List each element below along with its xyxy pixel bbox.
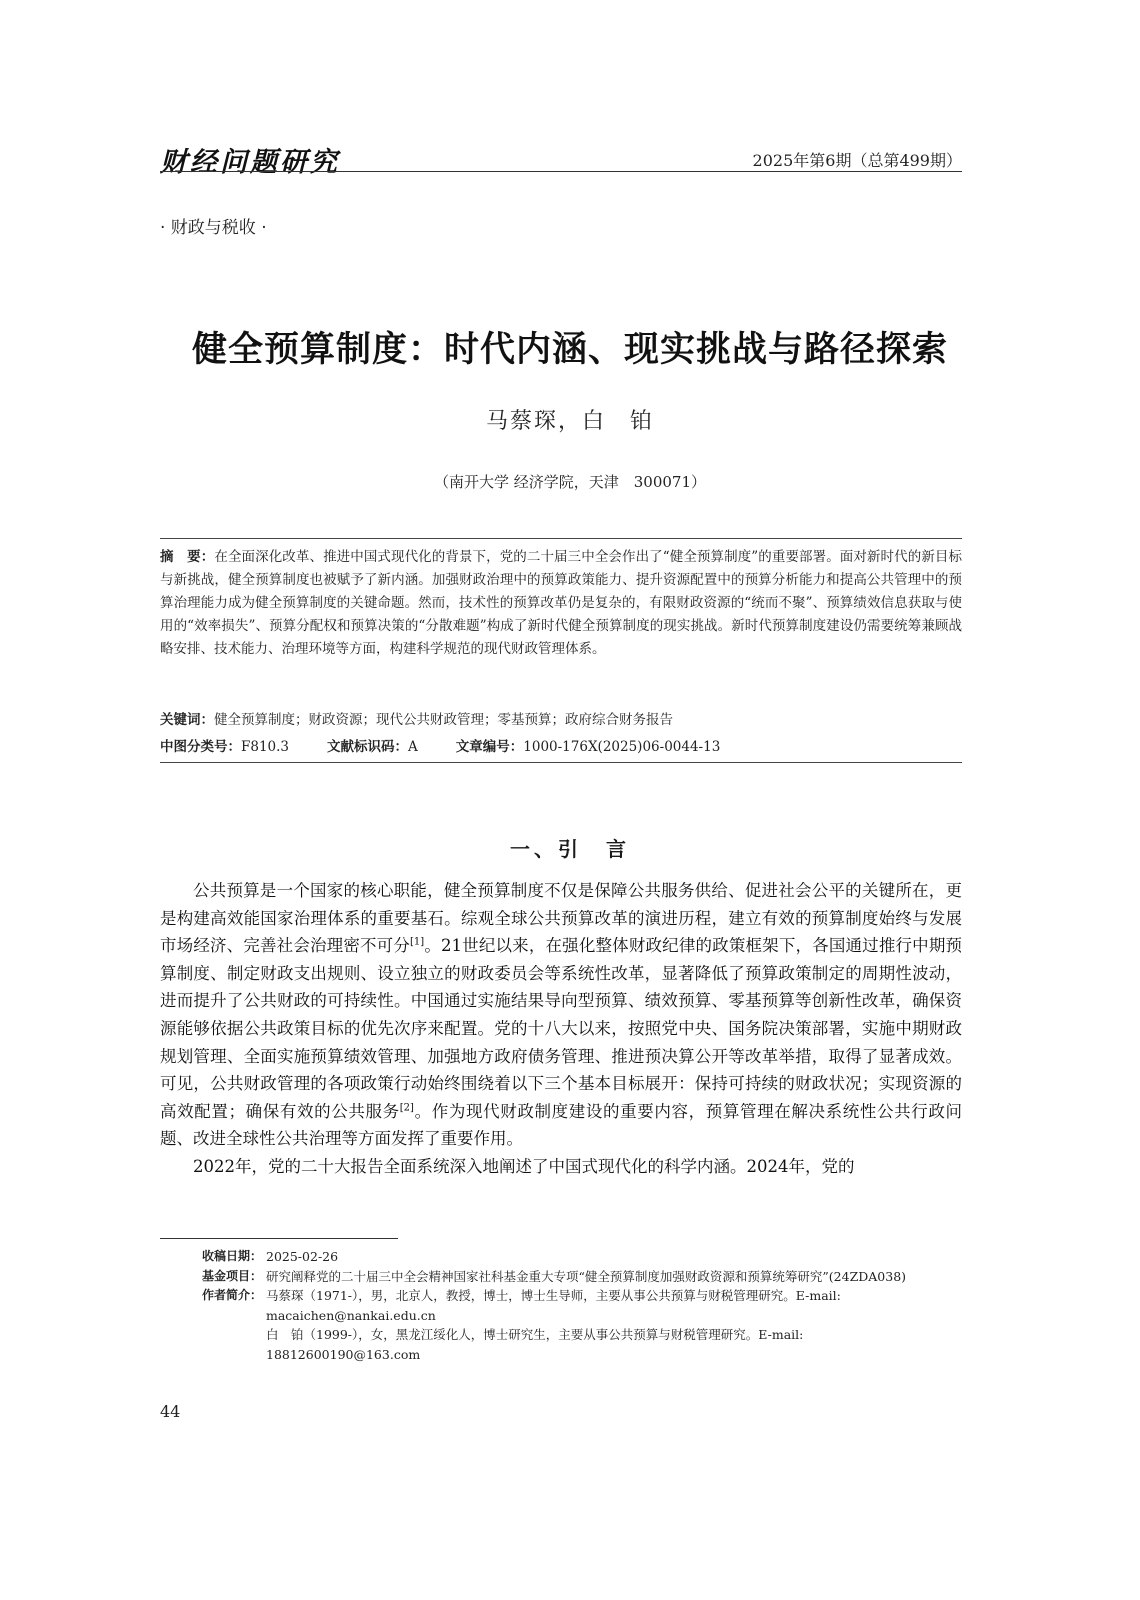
issue-info: 2025年第6期（总第499期） — [752, 151, 962, 170]
doc-code-value: A — [408, 739, 418, 755]
doc-code-label: 文献标识码： — [327, 739, 409, 755]
abstract-text: 在全面深化改革、推进中国式现代化的背景下，党的二十届三中全会作出了“健全预算制度”的重要部署。面对新时代的新目标与新挑战，健全预算制度也被赋予了新内涵。加强财政治理中的预算政策能力、提升资源配置中的预算分析能力和提高公共管理中的预算治理能力成为健全预算制度的关键命题。然而，技术性的预算改革仍是复杂的，有限财政资源的“统而不聚”、预算绩效信息获取与使用的“效率损失”、预算分配权和预算决策的“分散难题”构成了新时代健全预算制度的现实挑战。新时代预算制度建设仍需要统筹兼顾战略安排、技术能力、治理环境等方面，构建科学规范的现代财政管理体系。 — [160, 549, 962, 657]
reference-1: [1] — [410, 936, 425, 948]
author1-bio: 马蔡琛（1971-），男，北京人，教授，博士，博士生导师，主要从事公共预算与财税管理研究。E-mail: — [266, 1288, 841, 1303]
body-text — [160, 877, 962, 1181]
journal-logo: 财经问题研究 — [160, 147, 340, 178]
received-value: 2025-02-26 — [266, 1249, 339, 1264]
paragraph-text: 公共预算是一个国家的核心职能，健全预算制度不仅是保障公共服务供给、促进社会公平的关键所在，更是构建高效能国家治理体系的重要基石。综观全球公共预算改革的演进历程，建立有效的预算制度始终与发展市场经济、完善社会治理密不可分 — [160, 881, 962, 956]
clc-value: F810.3 — [241, 739, 290, 755]
received-label: 收稿日期： — [201, 1249, 262, 1263]
footnote-rule — [160, 1238, 398, 1239]
paragraph-text: 。作为现代财政制度建设的重要内容，预算管理在解决系统性公共行政问题、改进全球性公共治理等方面发挥了重要作用。 — [160, 1101, 963, 1149]
header-rule — [160, 171, 962, 172]
classification-line — [160, 735, 962, 755]
fund-value: 研究阐释党的二十届三中全会精神国家社科基金重大专项“健全预算制度加强财政资源和预算统筹研究”(24ZDA038) — [266, 1268, 907, 1284]
paragraph: 2022年，党的二十大报告全面系统深入地阐述了中国式现代化的科学内涵。2024年，党的 — [193, 1156, 855, 1176]
authors: 马蔡琛，白 铂 — [485, 409, 654, 434]
author-label: 作者简介： — [201, 1288, 262, 1302]
clc-label: 中图分类号： — [160, 739, 241, 755]
author2-email: 18812600190@163.com — [266, 1346, 421, 1362]
paragraph-text: 。21世纪以来，在强化整体财政纪律的政策框架下，各国通过推行中期预算制度、制定财政支出规则、设立独立的财政委员会等系统性改革，显著降低了预算政策制定的周期性波动，进而提升了公共财政的可持续性。中国通过实施结果导向型预算、绩效预算、零基预算等创新性改革，确保资源能够依据公共政策目标的优先次序来配置。党的十八大以来，按照党中央、国务院决策部署，实施中期财政规划管理、全面实施预算绩效管理、加强地方政府债务管理、推进预决算公开等改革举措，取得了显著成效。可见，公共财政管理的各项政策行动始终围绕着以下三个基本目标展开：保持可持续的财政状况；实现资源的高效配置；确保有效的公共服务 — [160, 936, 962, 1121]
abstract — [160, 546, 962, 661]
affiliation: （南开大学 经济学院，天津 300071） — [433, 473, 707, 491]
abstract-label: 摘 要： — [160, 549, 215, 565]
section-heading: 一、引 言 — [510, 837, 630, 861]
fund-project — [160, 1267, 962, 1287]
author2-bio: 白 铂（1999-），女，黑龙江绥化人，博士研究生，主要从事公共预算与财税管理研究。E-mail: — [266, 1327, 804, 1342]
paragraph — [160, 877, 962, 1153]
keywords-label: 关键词： — [160, 712, 214, 728]
column-label: · 财政与税收 · — [160, 218, 267, 238]
page-number: 44 — [160, 1402, 181, 1421]
received-date — [160, 1247, 962, 1267]
footnotes — [160, 1247, 962, 1364]
keywords — [160, 708, 962, 728]
author-bio — [160, 1286, 962, 1306]
author1-email: macaichen@nankai.edu.cn — [266, 1307, 436, 1323]
abstract-top-rule — [160, 538, 962, 539]
article-number-label: 文章编号： — [455, 739, 524, 755]
article-title: 健全预算制度：时代内涵、现实挑战与路径探索 — [191, 330, 948, 370]
fund-label: 基金项目： — [201, 1268, 262, 1283]
abstract-bottom-rule — [160, 762, 962, 763]
keywords-text: 健全预算制度；财政资源；现代公共财政管理；零基预算；政府综合财务报告 — [214, 712, 673, 728]
reference-2: [2] — [399, 1102, 414, 1114]
article-number-value: 1000-176X(2025)06-0044-13 — [523, 739, 721, 755]
